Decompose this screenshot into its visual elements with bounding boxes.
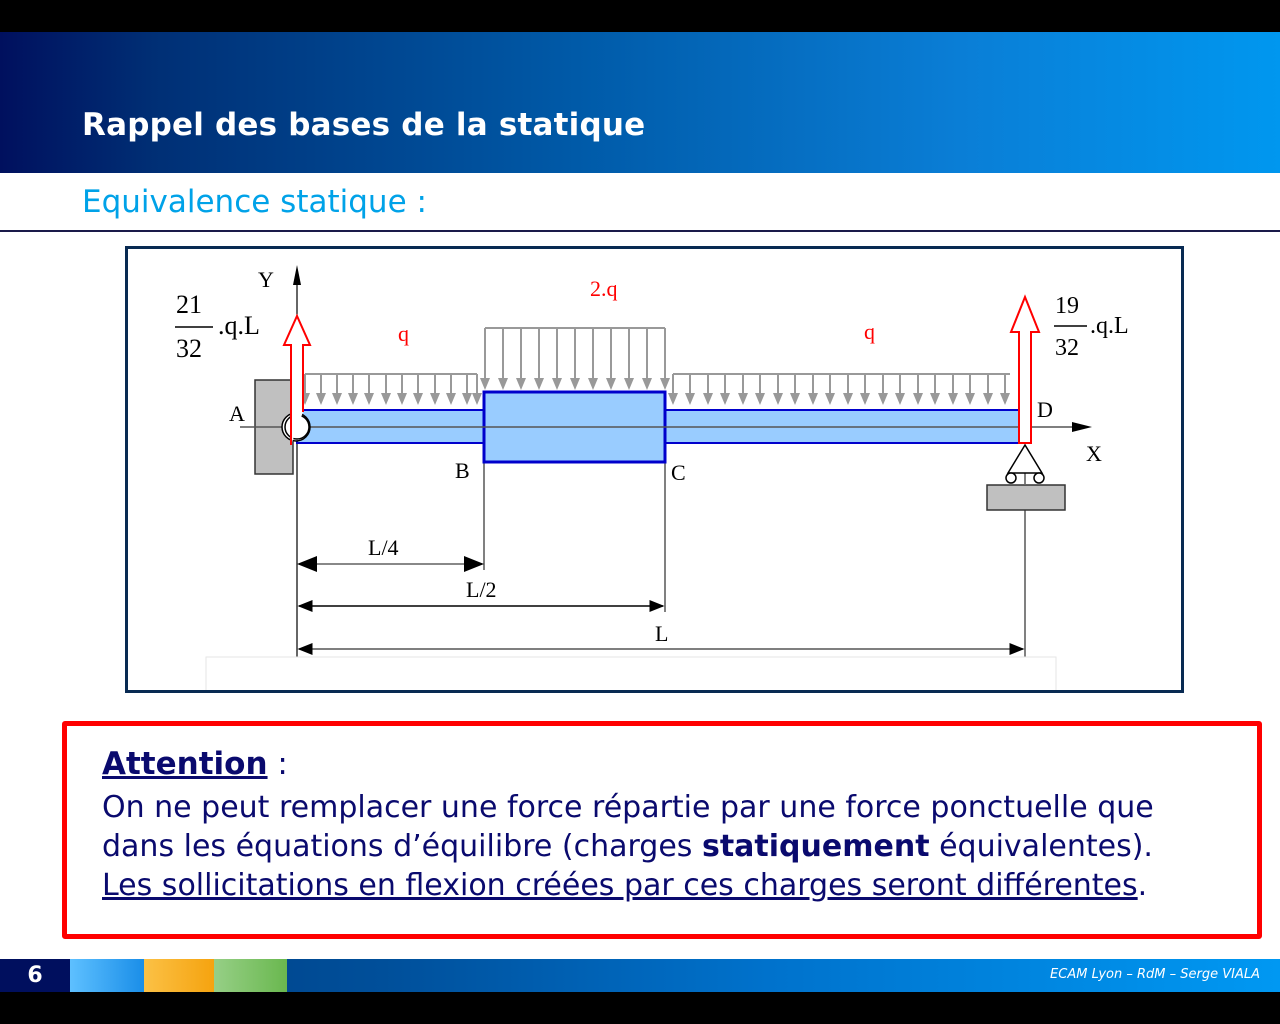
header-banner (0, 32, 1280, 173)
footer-bar (0, 959, 1280, 992)
reaction-a-numerator: 21 (176, 290, 202, 319)
y-axis-label: Y (258, 267, 274, 292)
slide (0, 32, 1280, 992)
support-block-d (987, 485, 1065, 510)
load-label-middle: 2.q (590, 276, 618, 301)
attention-line-3 (102, 866, 1242, 905)
beam-diagram-frame (125, 246, 1184, 693)
x-axis-label: X (1086, 441, 1102, 466)
attention-box (62, 721, 1262, 939)
attention-heading (102, 746, 288, 782)
point-a-label: A (229, 401, 245, 426)
divider (0, 230, 1280, 232)
section-subtitle: Equivalence statique : (82, 184, 427, 220)
reaction-a-denominator: 32 (176, 334, 202, 363)
reaction-d-denominator: 32 (1055, 335, 1079, 361)
reaction-d-numerator: 19 (1055, 293, 1079, 319)
footer-swatch-green (214, 959, 287, 992)
attention-body (102, 788, 1242, 905)
line2-bold: statiquement (701, 829, 930, 864)
slide-title: Rappel des bases de la statique (82, 107, 646, 143)
point-b-label: B (455, 458, 470, 483)
reaction-a-suffix: .q.L (218, 311, 260, 340)
dimension-l: L (655, 621, 669, 646)
line3-underlined: Les sollicitations en flexion créées par ces charges seront différentes (102, 868, 1138, 903)
attention-line-2 (102, 827, 1242, 866)
dimension-l2: L/2 (466, 577, 497, 602)
dimension-l4: L/4 (368, 535, 399, 560)
point-d-label: D (1037, 397, 1053, 422)
page-number: 6 (0, 959, 70, 992)
attention-line-1: On ne peut remplacer une force répartie par une force ponctuelle que (102, 790, 1154, 825)
attention-keyword: Attention (102, 746, 268, 782)
line3-end: . (1137, 868, 1148, 903)
footer-swatch-blue (70, 959, 144, 992)
beam-diagram (128, 249, 1181, 690)
point-c-label: C (671, 460, 686, 485)
line2-post: équivalentes). (929, 829, 1153, 864)
attention-colon: : (267, 746, 288, 782)
reaction-d-suffix: .q.L (1090, 313, 1129, 339)
load-label-left: q (398, 321, 409, 346)
load-label-right: q (864, 319, 875, 344)
footer-swatch-orange (144, 959, 214, 992)
line2-pre: dans les équations d’équilibre (charges (102, 829, 702, 864)
footer-credit: ECAM Lyon – RdM – Serge VIALA (1050, 967, 1260, 982)
